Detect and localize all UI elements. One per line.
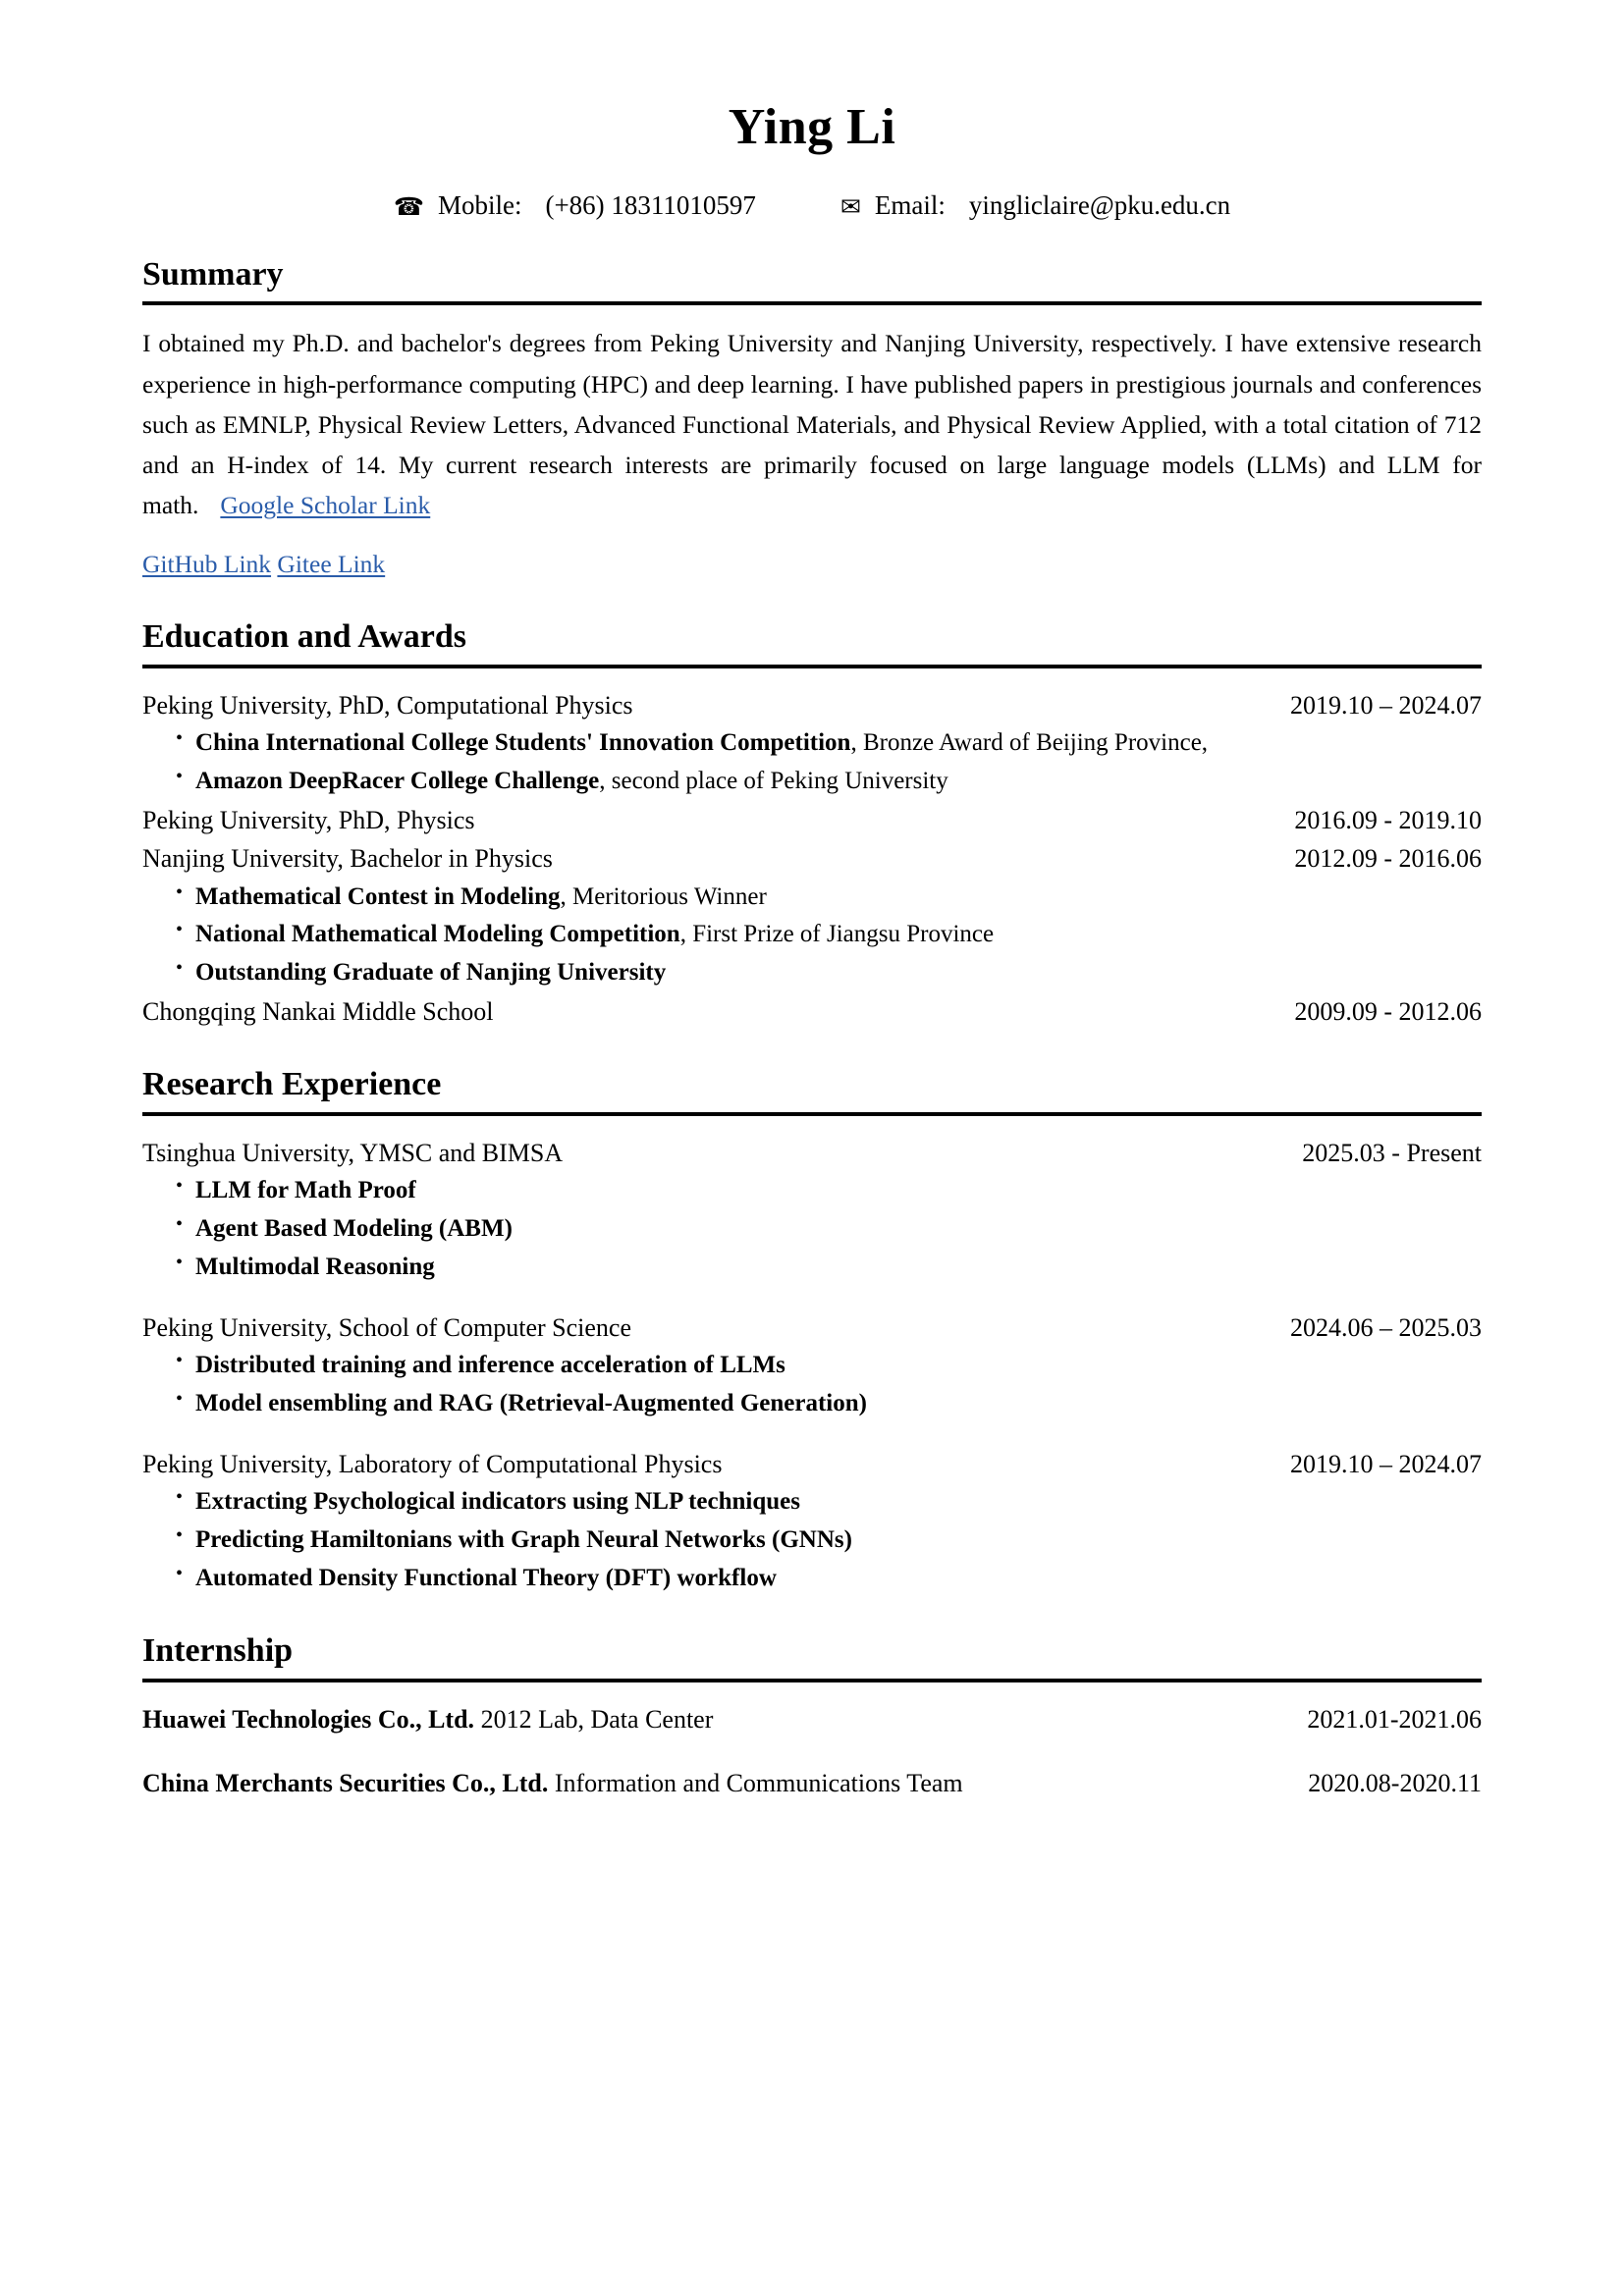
list-item <box>176 916 1482 954</box>
bullet-title: Mathematical Contest in Modeling <box>195 882 561 910</box>
entry-dates: 2024.06 – 2025.03 <box>1290 1312 1482 1342</box>
bullet-title: China International College Students' Innovation Competition <box>195 729 851 757</box>
entry-dates: 2025.03 - Present <box>1302 1138 1482 1167</box>
list-item <box>176 763 1482 801</box>
entry-spacer <box>142 1423 1482 1445</box>
internship-entry <box>142 1700 1482 1738</box>
section-education <box>142 616 1482 1031</box>
entry-header <box>142 1445 1482 1484</box>
internship-detail: 2012 Lab, Data Center <box>474 1704 714 1734</box>
internship-entry <box>142 1764 1482 1802</box>
page-title: Ying Li <box>728 99 896 155</box>
email-label: Email: <box>874 189 946 220</box>
research-entry-list <box>142 1134 1482 1598</box>
bullet-title: Agent Based Modeling (ABM) <box>195 1215 513 1243</box>
entry-dates: 2016.09 - 2019.10 <box>1294 805 1482 834</box>
internship-left <box>142 1700 1307 1738</box>
entry-bullet-list <box>142 1483 1482 1597</box>
section-heading-education: Education and Awards <box>142 618 467 656</box>
section-divider <box>142 1679 1482 1682</box>
bullet-title: Model ensembling and RAG (Retrieval-Augmented Generation) <box>195 1389 867 1416</box>
section-heading-internship: Internship <box>142 1632 294 1670</box>
entry-header <box>142 1308 1482 1348</box>
bullet-title: National Mathematical Modeling Competition <box>195 921 680 948</box>
entry-institution: Nanjing University, Bachelor in Physics <box>142 844 553 874</box>
list-item <box>176 1522 1482 1560</box>
entry-bullet-list <box>142 879 1482 992</box>
internship-dates: 2021.01-2021.06 <box>1307 1704 1482 1734</box>
section-heading-research: Research Experience <box>142 1066 442 1103</box>
envelope-icon: ✉ <box>839 193 861 221</box>
entry-institution: Peking University, School of Computer Science <box>142 1312 632 1342</box>
summary-text: I obtained my Ph.D. and bachelor's degrees from Peking University and Nanjing University, respectively. I have extensive research experience in high-performance computing (HPC) and deep learning. I have published papers in prestigious journals and conferences such as EMNLP, Physical Review Letters, Advanced Functional Materials, and Physical Review Applied, with a total citation of 712 and an H-index of 14. My current research interests are primarily focused on large language models (LLMs) and LLM for math. <box>142 329 1482 520</box>
entry-spacer <box>142 1287 1482 1308</box>
entry-header <box>142 686 1482 725</box>
bullet-title: Predicting Hamiltonians with Graph Neural Networks (GNNs) <box>195 1525 852 1553</box>
internship-company: China Merchants Securities Co., Ltd. <box>142 1768 549 1797</box>
entry-institution: Tsinghua University, YMSC and BIMSA <box>142 1138 564 1167</box>
internship-dates: 2020.08-2020.11 <box>1308 1768 1482 1797</box>
bullet-detail: , First Prize of Jiangsu Province <box>679 921 995 948</box>
phone-label: Mobile: <box>437 189 522 220</box>
entry-institution: Chongqing Nankai Middle School <box>142 996 494 1026</box>
bullet-title: Multimodal Reasoning <box>195 1253 435 1280</box>
section-divider <box>142 665 1482 668</box>
list-item <box>176 1483 1482 1522</box>
education-entry-list <box>142 686 1482 1032</box>
internship-left <box>142 1764 1308 1802</box>
phone-value: (+86) 18311010597 <box>545 189 756 220</box>
contact-phone <box>394 190 756 221</box>
list-item <box>176 1249 1482 1287</box>
bullet-title: Outstanding Graduate of Nanjing University <box>195 959 667 987</box>
internship-company: Huawei Technologies Co., Ltd. <box>142 1704 475 1734</box>
entry-header <box>142 1134 1482 1173</box>
bullet-title: Distributed training and inference acceleration of LLMs <box>195 1352 785 1379</box>
bullet-title: LLM for Math Proof <box>195 1177 416 1204</box>
github-link[interactable]: GitHub Link <box>142 549 272 578</box>
bullet-detail: , Meritorious Winner <box>560 882 767 910</box>
contact-row <box>142 190 1482 221</box>
entry-header <box>142 801 1482 840</box>
section-divider <box>142 1112 1482 1116</box>
section-research <box>142 1064 1482 1597</box>
entry-institution: Peking University, PhD, Physics <box>142 805 475 834</box>
internship-entry-list <box>142 1700 1482 1802</box>
contact-email <box>840 190 1230 221</box>
section-summary <box>142 254 1482 583</box>
entry-dates: 2012.09 - 2016.06 <box>1294 844 1482 874</box>
list-item <box>176 1560 1482 1598</box>
bullet-detail: , second place of Peking University <box>599 767 948 794</box>
list-item <box>176 724 1482 763</box>
phone-icon: ☎ <box>393 193 424 221</box>
section-divider <box>142 301 1482 305</box>
bullet-detail: , Bronze Award of Beijing Province, <box>850 729 1209 757</box>
google-scholar-link[interactable]: Google Scholar Link <box>220 491 431 520</box>
entry-bullet-list <box>142 1347 1482 1423</box>
entry-dates: 2019.10 – 2024.07 <box>1290 690 1482 720</box>
list-item <box>176 954 1482 992</box>
bullet-title: Automated Density Functional Theory (DFT) workflow <box>195 1564 777 1591</box>
bullet-title: Extracting Psychological indicators using NLP techniques <box>195 1488 801 1516</box>
entry-dates: 2009.09 - 2012.06 <box>1294 996 1482 1026</box>
entry-header <box>142 992 1482 1032</box>
list-item <box>176 879 1482 917</box>
entry-institution: Peking University, Laboratory of Computational Physics <box>142 1449 723 1478</box>
entry-header <box>142 839 1482 879</box>
section-internship <box>142 1630 1482 1802</box>
list-item <box>176 1172 1482 1210</box>
entry-institution: Peking University, PhD, Computational Physics <box>142 690 633 720</box>
bullet-title: Amazon DeepRacer College Challenge <box>195 767 600 794</box>
email-value: yingliclaire@pku.edu.cn <box>968 189 1231 220</box>
gitee-link[interactable]: Gitee Link <box>277 549 386 578</box>
entry-dates: 2019.10 – 2024.07 <box>1290 1449 1482 1478</box>
profile-links <box>142 546 1482 583</box>
entry-bullet-list <box>142 1172 1482 1286</box>
internship-detail: Information and Communications Team <box>548 1768 963 1797</box>
summary-paragraph <box>142 323 1482 525</box>
list-item <box>176 1347 1482 1385</box>
list-item <box>176 1385 1482 1423</box>
list-item <box>176 1210 1482 1249</box>
entry-bullet-list <box>142 724 1482 801</box>
section-heading-summary: Summary <box>142 255 284 293</box>
